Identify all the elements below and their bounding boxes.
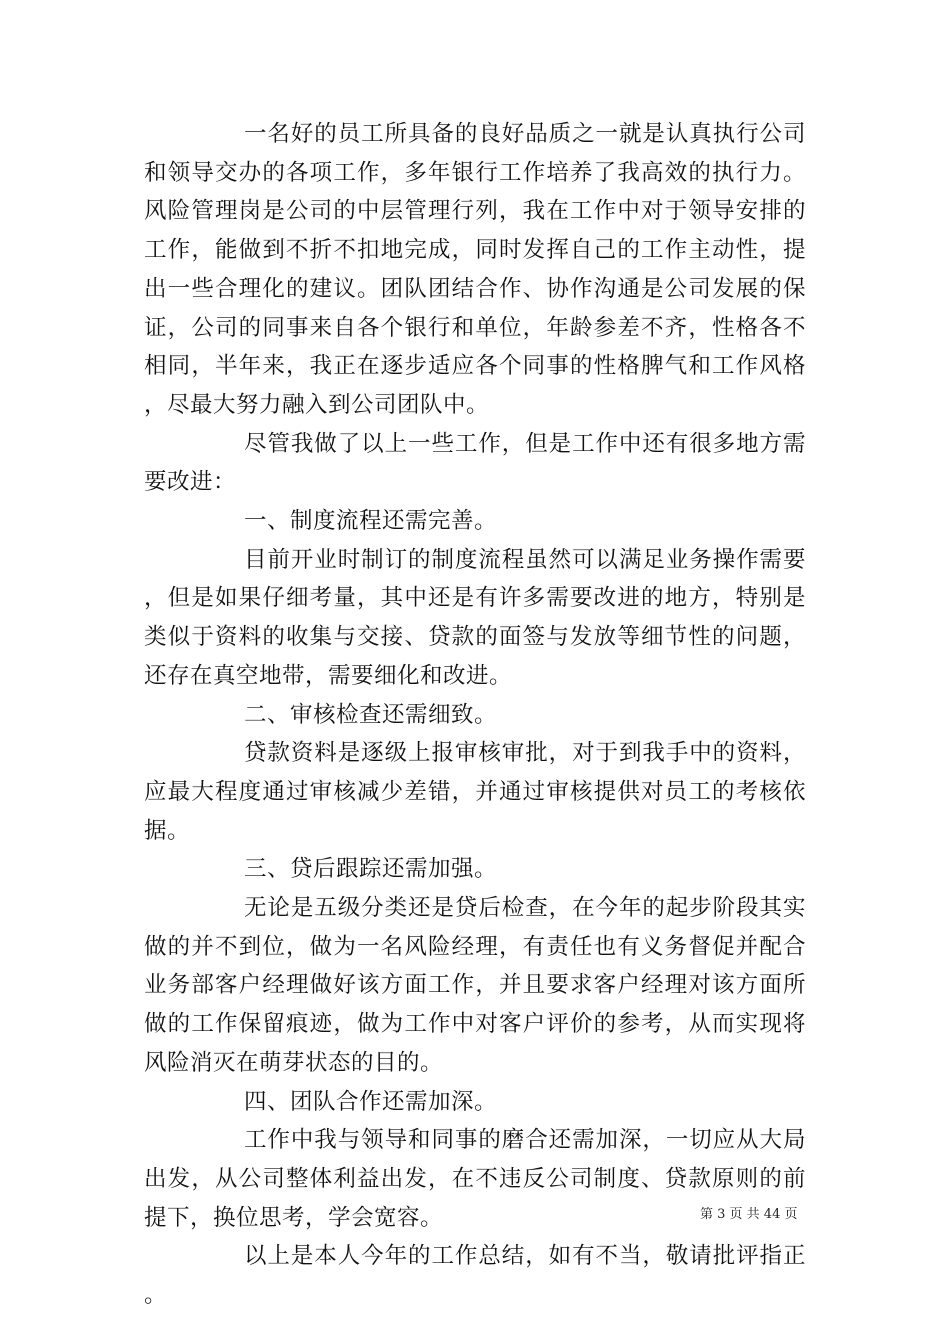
- paragraph-process: 目前开业时制订的制度流程虽然可以满足业务操作需要，但是如果仔细考量，其中还是有许多需要改进的地方，特别是类似于资料的收集与交接、贷款的面签与发放等细节性的问题，还存在真空地带，需要细化和改进。: [144, 546, 806, 689]
- paragraph-improvement-intro: 尽管我做了以上一些工作，但是工作中还有很多地方需要改进：: [144, 430, 806, 496]
- heading-teamwork: 四、团队合作还需加深。: [244, 1088, 498, 1115]
- paragraph-teamwork: 工作中我与领导和同事的磨合还需加深，一切应从大局出发，从公司整体利益出发，在不违反公司制度、贷款原则的前提下，换位思考，学会宽容。: [144, 1127, 806, 1231]
- page-number-footer: 第 3 页 共 44 页: [700, 1207, 798, 1222]
- paragraph-review: 贷款资料是逐级上报审核审批，对于到我手中的资料，应最大程度通过审核减少差错，并通过审核提供对员工的考核依据。: [144, 740, 806, 844]
- document-body: [144, 115, 806, 1315]
- heading-post-loan: 三、贷后跟踪还需加强。: [244, 856, 498, 883]
- paragraph-performance: 一名好的员工所具备的良好品质之一就是认真执行公司和领导交办的各项工作，多年银行工作培养了我高效的执行力。风险管理岗是公司的中层管理行列，我在工作中对于领导安排的工作，能做到不折不扣地完成，同时发挥自己的工作主动性，提出一些合理化的建议。团队团结合作、协作沟通是公司发展的保证，公司的同事来自各个银行和单位，年龄参差不齐，性格各不相同，半年来，我正在逐步适应各个同事的性格脾气和工作风格，尽最大努力融入到公司团队中。: [144, 121, 806, 418]
- heading-review: 二、审核检查还需细致。: [244, 701, 498, 728]
- heading-process: 一、制度流程还需完善。: [244, 508, 498, 535]
- paragraph-conclusion: 以上是本人今年的工作总结，如有不当，敬请批评指正。: [144, 1243, 806, 1309]
- paragraph-post-loan: 无论是五级分类还是贷后检查，在今年的起步阶段其实做的并不到位，做为一名风险经理，有责任也有义务督促并配合业务部客户经理做好该方面工作，并且要求客户经理对该方面所做的工作保留痕迹，做为工作中对客户评价的参考，从而实现将风险消灭在萌芽状态的目的。: [144, 895, 806, 1076]
